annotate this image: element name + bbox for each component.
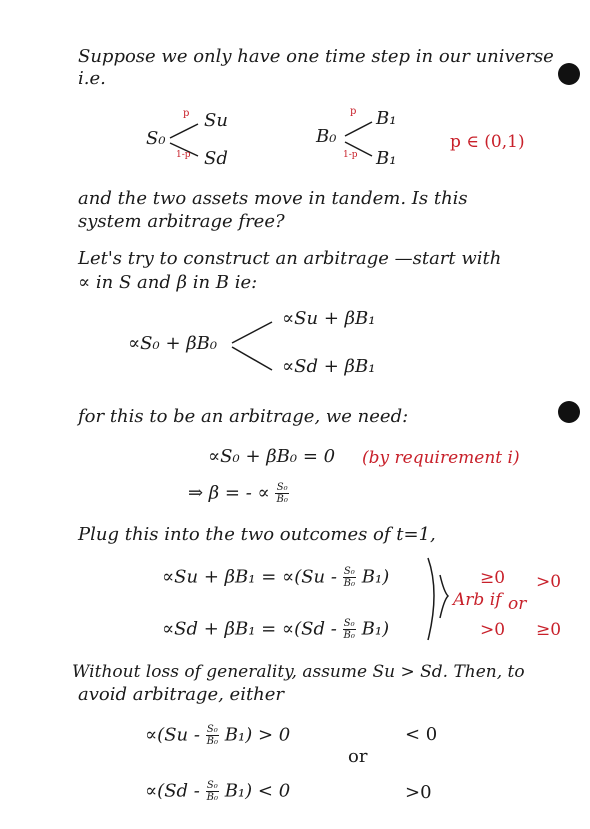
condition-up (145, 724, 290, 747)
portfolio-up: ∝Su + βB₁ (282, 308, 376, 329)
outcome-down (162, 618, 389, 641)
outcome-down-lhs: ∝Sd + βB₁ = ∝(Sd - (162, 618, 337, 640)
arb-or: or (508, 594, 527, 614)
tree-s-1mp: 1-p (176, 150, 191, 160)
outcome-up (162, 566, 389, 589)
tree-b-1mp: 1-p (343, 150, 358, 160)
frac-den: B₀ (206, 792, 218, 803)
text-line-7: for this to be an arbitrage, we need: (78, 406, 409, 427)
text-line-10: avoid arbitrage, either (78, 684, 285, 705)
outcome-up-rhs: B₁) (361, 566, 390, 588)
fraction-s0-b0 (275, 482, 288, 505)
p-range: p ∈ (0,1) (450, 132, 525, 152)
fraction-s0-b0 (343, 566, 356, 589)
eq-arbitrage-zero: ∝S₀ + βB₀ = 0 (208, 446, 336, 467)
portfolio-left: ∝S₀ + βB₀ (128, 333, 218, 354)
frac-num: S₀ (276, 482, 288, 493)
outcome-up-lhs: ∝Su + βB₁ = ∝(Su - (162, 566, 337, 588)
fraction-s0-b0 (206, 780, 219, 803)
fraction-s0-b0 (343, 618, 356, 641)
arb-r1c1: ≥0 (480, 568, 506, 588)
text-line-5: Let's try to construct an arbitrage —start with (78, 248, 502, 269)
eq-beta (188, 482, 289, 505)
tree-s0: S₀ (146, 128, 166, 149)
arb-label: Arb if (453, 590, 502, 610)
frac-num: S₀ (343, 566, 355, 577)
frac-den: B₀ (276, 494, 288, 505)
text-line-8: Plug this into the two outcomes of t=1, (78, 524, 436, 545)
eq-requirement-note: (by requirement i) (362, 448, 520, 468)
frac-den: B₀ (343, 578, 356, 589)
fraction-s0-b0 (206, 724, 219, 747)
condition-down-rhs: B₁) < 0 (224, 780, 291, 802)
arb-r2c1: >0 (480, 620, 506, 640)
frac-den: B₀ (343, 630, 355, 641)
frac-num: S₀ (206, 724, 218, 735)
condition-down-alt: >0 (405, 782, 432, 803)
condition-down-lhs: ∝(Sd - (145, 780, 200, 802)
arb-r2c2: ≥0 (536, 620, 562, 640)
text-line-4: system arbitrage free? (78, 211, 285, 232)
text-line-2: i.e. (78, 68, 106, 89)
tree-b-p: p (350, 106, 357, 117)
text-line-3: and the two assets move in tandem. Is this (78, 188, 468, 209)
arb-r1c2: >0 (536, 572, 562, 592)
tree-su: Su (204, 110, 228, 131)
portfolio-down: ∝Sd + βB₁ (282, 356, 376, 377)
tree-s-p: p (183, 108, 190, 119)
outcome-down-rhs: B₁) (361, 618, 390, 640)
condition-up-alt: < 0 (405, 724, 438, 745)
frac-num: S₀ (343, 618, 355, 629)
text-line-1: Suppose we only have one time step in our universe (78, 46, 554, 67)
tree-b0: B₀ (316, 126, 337, 147)
tree-sd: Sd (204, 148, 228, 169)
condition-down (145, 780, 290, 803)
text-line-6: ∝ in S and β in B ie: (78, 272, 258, 293)
tree-b1-bottom: B₁ (376, 148, 397, 169)
or-word: or (348, 746, 368, 767)
text-line-9: Without loss of generality, assume Su > Sd. Then, to (72, 662, 525, 682)
tree-b1-top: B₁ (376, 108, 397, 129)
eq-beta-lhs: ⇒ β = - ∝ (188, 482, 270, 504)
frac-den: B₀ (206, 736, 219, 747)
frac-num: S₀ (206, 780, 218, 791)
condition-up-lhs: ∝(Su - (145, 724, 200, 746)
condition-up-rhs: B₁) > 0 (224, 724, 291, 746)
